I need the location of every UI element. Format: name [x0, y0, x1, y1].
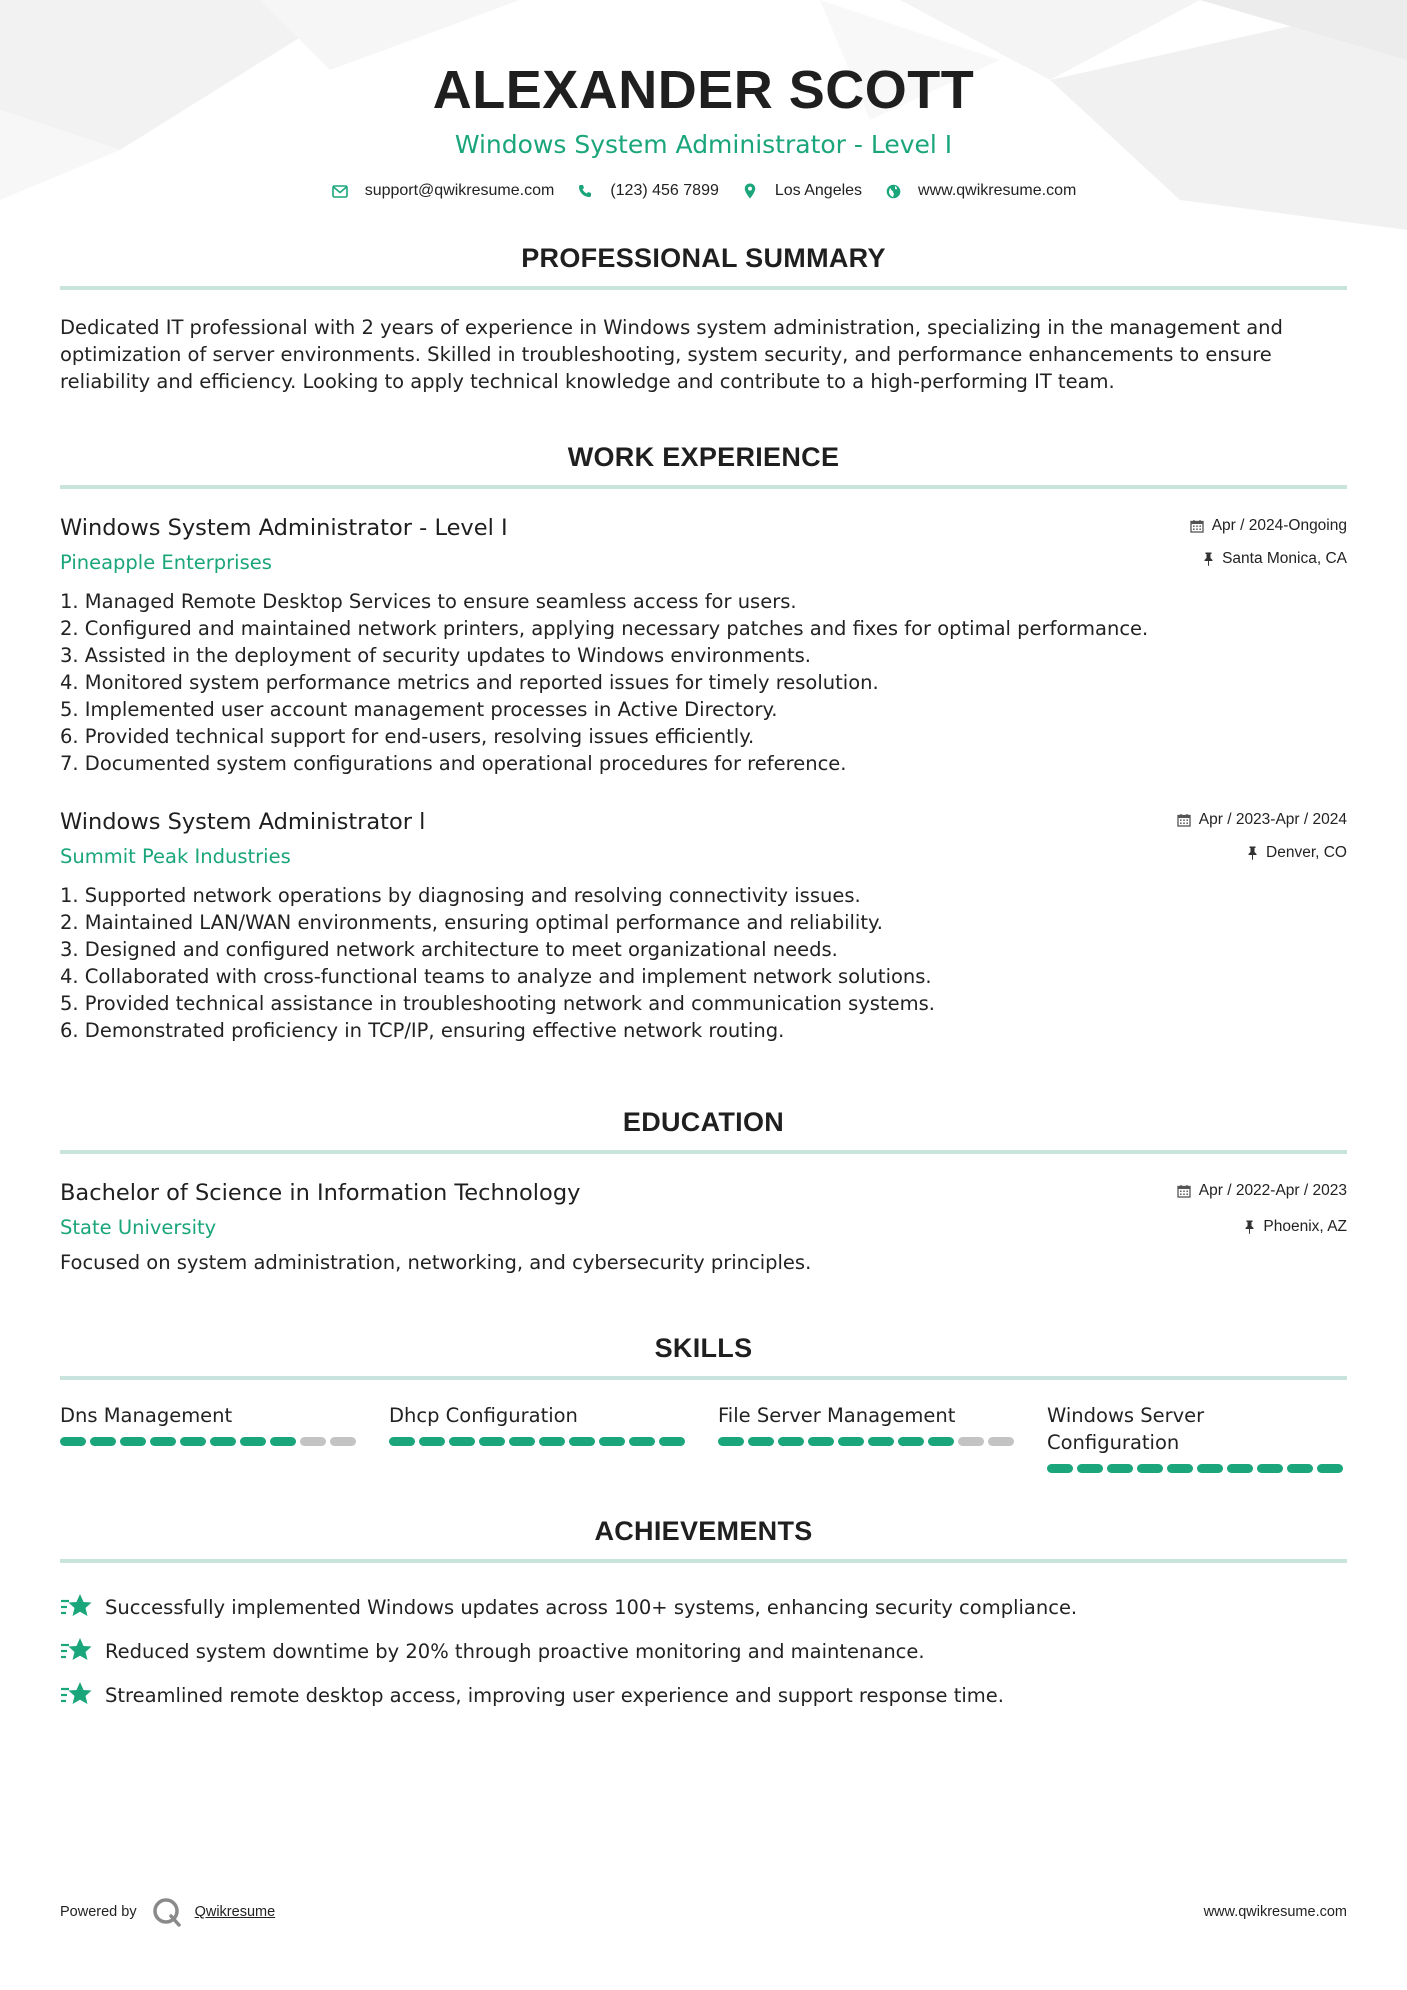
skill-segment-filled	[778, 1437, 804, 1446]
skill-segment-empty	[988, 1437, 1014, 1446]
globe-icon	[884, 182, 902, 200]
skill-segment-filled	[808, 1437, 834, 1446]
list-item: 3. Assisted in the deployment of security updates to Windows environments.	[60, 644, 811, 667]
skill-segment-empty	[330, 1437, 356, 1446]
map-pin-icon	[741, 182, 759, 200]
list-item: 5. Provided technical assistance in troubleshooting network and communication systems.	[60, 992, 935, 1015]
summary-section	[60, 242, 1347, 395]
job-dates: Apr / 2024-Ongoing	[1211, 517, 1347, 534]
skill-segment-filled	[150, 1437, 176, 1446]
contact-location-text: Los Angeles	[774, 182, 863, 199]
calendar-icon	[1177, 1184, 1191, 1198]
skill-segment-filled	[1227, 1464, 1253, 1473]
achievement-text: Successfully implemented Windows updates across 100+ systems, enhancing security compliance.	[105, 1595, 1078, 1619]
skill-segment-filled	[449, 1437, 475, 1446]
achievement-text: Streamlined remote desktop access, improving user experience and support response time.	[105, 1683, 1004, 1707]
list-item: 3. Designed and configured network architecture to meet organizational needs.	[60, 938, 838, 961]
list-item: 4. Monitored system performance metrics and reported issues for timely resolution.	[60, 671, 879, 694]
job-company: Summit Peak Industries	[60, 845, 291, 868]
contact-location	[741, 182, 862, 200]
skill-segment-empty	[958, 1437, 984, 1446]
job-bullets	[60, 588, 1347, 777]
skill-segment-filled	[210, 1437, 236, 1446]
skill-item	[389, 1402, 689, 1473]
skill-segment-filled	[748, 1437, 774, 1446]
list-item: 5. Implemented user account management processes in Active Directory.	[60, 698, 778, 721]
contact-phone-text: (123) 456 7899	[610, 182, 719, 199]
qwikresume-logo-icon	[151, 1896, 183, 1928]
contact-website[interactable]	[884, 182, 1076, 200]
list-item: 4. Collaborated with cross-functional teams to analyze and implement network solutions.	[60, 965, 932, 988]
skill-segment-empty	[300, 1437, 326, 1446]
contact-email-text: support@qwikresume.com	[364, 182, 555, 199]
pushpin-icon	[1203, 552, 1214, 566]
skill-segment-filled	[1047, 1464, 1073, 1473]
list-item: 2. Configured and maintained network printers, applying necessary patches and fixes for optimal performance.	[60, 617, 1149, 640]
achievement-text: Reduced system downtime by 20% through proactive monitoring and maintenance.	[105, 1639, 925, 1663]
list-item: 6. Demonstrated proficiency in TCP/IP, ensuring effective network routing.	[60, 1019, 785, 1042]
skill-level-bar	[1047, 1464, 1347, 1473]
section-divider	[60, 1150, 1347, 1154]
section-divider	[60, 1559, 1347, 1563]
skill-segment-filled	[180, 1437, 206, 1446]
education-heading: EDUCATION	[622, 1107, 785, 1137]
skill-segment-filled	[539, 1437, 565, 1446]
skill-segment-filled	[1107, 1464, 1133, 1473]
skill-segment-filled	[868, 1437, 894, 1446]
achievement-item	[60, 1629, 1347, 1673]
skill-segment-filled	[60, 1437, 86, 1446]
skills-heading: SKILLS	[654, 1333, 753, 1363]
skill-segment-filled	[1287, 1464, 1313, 1473]
star-icon	[60, 1592, 92, 1622]
envelope-icon	[331, 182, 349, 200]
experience-section	[60, 441, 1347, 1044]
job-company: Pineapple Enterprises	[60, 551, 272, 574]
skill-segment-filled	[599, 1437, 625, 1446]
achievements-list	[60, 1585, 1347, 1717]
skill-item	[718, 1402, 1018, 1473]
job-location: Santa Monica, CA	[1222, 550, 1347, 567]
education-location: Phoenix, AZ	[1263, 1218, 1347, 1235]
degree-title: Bachelor of Science in Information Technology	[60, 1180, 581, 1206]
skill-segment-filled	[569, 1437, 595, 1446]
list-item: 6. Provided technical support for end-users, resolving issues efficiently.	[60, 725, 755, 748]
skill-segment-filled	[898, 1437, 924, 1446]
skill-level-bar	[389, 1437, 689, 1446]
education-section	[60, 1106, 1347, 1276]
skill-segment-filled	[240, 1437, 266, 1446]
star-icon	[60, 1636, 92, 1666]
contact-website-text: www.qwikresume.com	[918, 182, 1077, 199]
job-bullets	[60, 882, 1347, 1044]
skill-name: Dhcp Configuration	[389, 1404, 578, 1427]
school-name: State University	[60, 1216, 217, 1239]
skill-segment-filled	[419, 1437, 445, 1446]
job-title: Windows System Administrator - Level I	[60, 515, 508, 541]
powered-by	[60, 1896, 275, 1928]
skill-item	[60, 1402, 360, 1473]
job-dates: Apr / 2023-Apr / 2024	[1198, 811, 1347, 828]
skill-segment-filled	[928, 1437, 954, 1446]
calendar-icon	[1177, 813, 1191, 827]
skill-segment-filled	[1257, 1464, 1283, 1473]
skills-list	[60, 1402, 1347, 1473]
footer	[60, 1896, 1347, 1928]
skill-segment-filled	[1077, 1464, 1103, 1473]
education-description: Focused on system administration, networking, and cybersecurity principles.	[60, 1251, 812, 1274]
job-title: Windows System Administrator l	[60, 809, 426, 835]
job-entry	[60, 807, 1347, 1044]
section-divider	[60, 485, 1347, 489]
skill-segment-filled	[479, 1437, 505, 1446]
section-divider	[60, 286, 1347, 290]
skill-segment-filled	[1197, 1464, 1223, 1473]
skill-name: Dns Management	[60, 1404, 233, 1427]
candidate-name: ALEXANDER SCOTT	[432, 60, 975, 120]
skill-segment-filled	[1137, 1464, 1163, 1473]
skill-segment-filled	[629, 1437, 655, 1446]
skill-segment-filled	[1317, 1464, 1343, 1473]
achievements-section	[60, 1515, 1347, 1717]
skills-section	[60, 1332, 1347, 1473]
pushpin-icon	[1247, 846, 1258, 860]
candidate-role: Windows System Administrator - Level I	[454, 130, 953, 159]
phone-icon	[576, 182, 594, 200]
pushpin-icon	[1244, 1220, 1255, 1234]
list-item: 1. Supported network operations by diagnosing and resolving connectivity issues.	[60, 884, 861, 907]
contact-phone[interactable]	[576, 182, 719, 200]
skill-segment-filled	[90, 1437, 116, 1446]
achievement-item	[60, 1585, 1347, 1629]
skill-segment-filled	[718, 1437, 744, 1446]
skill-name: Windows Server Configuration	[1047, 1404, 1205, 1454]
list-item: 1. Managed Remote Desktop Services to ensure seamless access for users.	[60, 590, 797, 613]
achievement-item	[60, 1673, 1347, 1717]
education-dates: Apr / 2022-Apr / 2023	[1198, 1182, 1347, 1199]
contact-email[interactable]	[331, 182, 555, 200]
job-entry	[60, 513, 1347, 777]
skill-segment-filled	[389, 1437, 415, 1446]
skill-name: File Server Management	[718, 1404, 956, 1427]
job-location: Denver, CO	[1266, 844, 1347, 861]
skill-segment-filled	[270, 1437, 296, 1446]
list-item: 7. Documented system configurations and operational procedures for reference.	[60, 752, 847, 775]
calendar-icon	[1190, 519, 1204, 533]
skill-segment-filled	[120, 1437, 146, 1446]
skill-segment-filled	[509, 1437, 535, 1446]
section-divider	[60, 1376, 1347, 1380]
summary-text: Dedicated IT professional with 2 years of experience in Windows system administration, specializing in the management and optimization of server environments. Skilled in troubleshooting, system security, and performance enhancements to ensure reliability and efficiency. Looking to apply technical knowledge and contribute to a high-performing IT team.	[60, 316, 1283, 393]
powered-by-label: Powered by	[60, 1904, 137, 1920]
skill-segment-filled	[838, 1437, 864, 1446]
contact-bar	[60, 182, 1347, 200]
skill-level-bar	[718, 1437, 1018, 1446]
footer-website[interactable]: www.qwikresume.com	[1203, 1904, 1347, 1920]
achievements-heading: ACHIEVEMENTS	[594, 1516, 813, 1546]
education-entry	[60, 1178, 1347, 1276]
skill-item	[1047, 1402, 1347, 1473]
star-icon	[60, 1680, 92, 1710]
list-item: 2. Maintained LAN/WAN environments, ensuring optimal performance and reliability.	[60, 911, 883, 934]
skill-level-bar	[60, 1437, 360, 1446]
skill-segment-filled	[659, 1437, 685, 1446]
qwikresume-link[interactable]: Qwikresume	[194, 1904, 276, 1920]
skill-segment-filled	[1167, 1464, 1193, 1473]
experience-heading: WORK EXPERIENCE	[567, 442, 840, 472]
summary-heading: PROFESSIONAL SUMMARY	[521, 243, 886, 273]
